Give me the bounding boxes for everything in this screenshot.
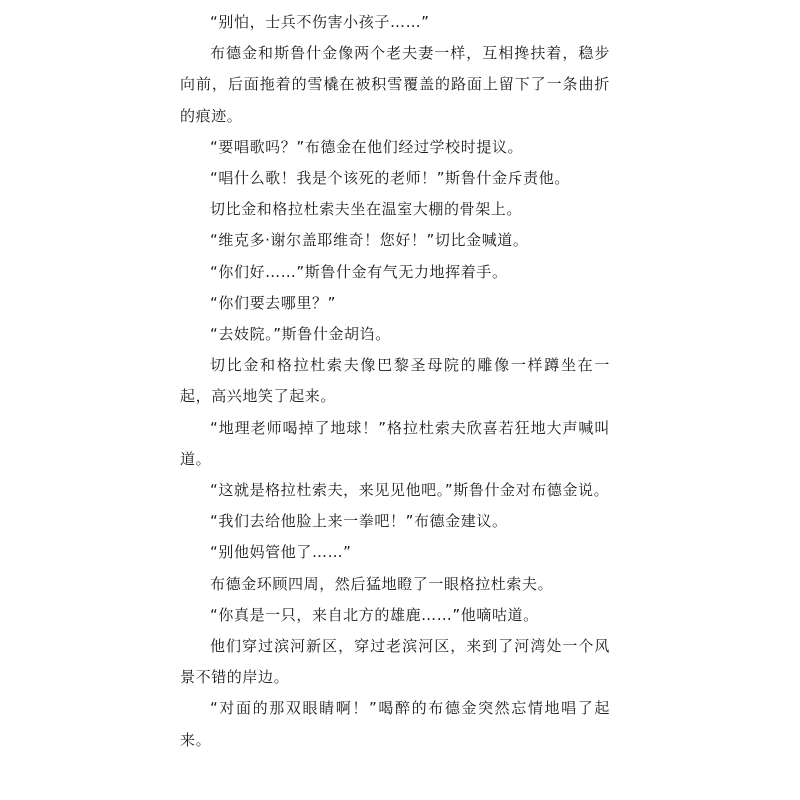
paragraph: 切比金和格拉杜索夫像巴黎圣母院的雕像一样蹲坐在一起，高兴地笑了起来。 — [180, 356, 610, 406]
paragraph: “这就是格拉杜索夫，来见见他吧。”斯鲁什金对布德金说。 — [210, 481, 610, 500]
document-page — [180, 7, 610, 756]
paragraph: “你们要去哪里？” — [210, 293, 336, 312]
paragraph: 布德金和斯鲁什金像两个老夫妻一样，互相搀扶着，稳步向前，后面拖着的雪橇在被积雪覆盖的路面上留下了一条曲折的痕迹。 — [180, 44, 610, 125]
paragraph: “别他妈管他了……” — [210, 543, 352, 562]
paragraph: “去妓院。”斯鲁什金胡诌。 — [210, 325, 391, 344]
paragraph: “维克多·谢尔盖耶维奇！您好！”切比金喊道。 — [210, 231, 529, 250]
paragraph: “你们好……”斯鲁什金有气无力地挥着手。 — [210, 262, 508, 281]
paragraph: “对面的那双眼睛啊！”喝醉的布德金突然忘情地唱了起来。 — [180, 699, 610, 749]
paragraph: 切比金和格拉杜索夫坐在温室大棚的骨架上。 — [210, 200, 523, 219]
paragraph: “唱什么歌！我是个该死的老师！”斯鲁什金斥责他。 — [210, 169, 570, 188]
paragraph: “要唱歌吗？”布德金在他们经过学校时提议。 — [210, 137, 524, 156]
paragraph: 他们穿过滨河新区，穿过老滨河区，来到了河湾处一个风景不错的岸边。 — [180, 637, 610, 687]
paragraph: “我们去给他脸上来一拳吧！”布德金建议。 — [210, 512, 508, 531]
paragraph: “地理老师喝掉了地球！”格拉杜索夫欣喜若狂地大声喊叫道。 — [180, 418, 610, 468]
paragraph: 布德金环顾四周，然后猛地瞪了一眼格拉杜索夫。 — [210, 574, 554, 593]
paragraph: “别怕，士兵不伤害小孩子……” — [210, 13, 430, 31]
paragraph: “你真是一只，来自北方的雄鹿……”他嘀咕道。 — [210, 605, 539, 624]
